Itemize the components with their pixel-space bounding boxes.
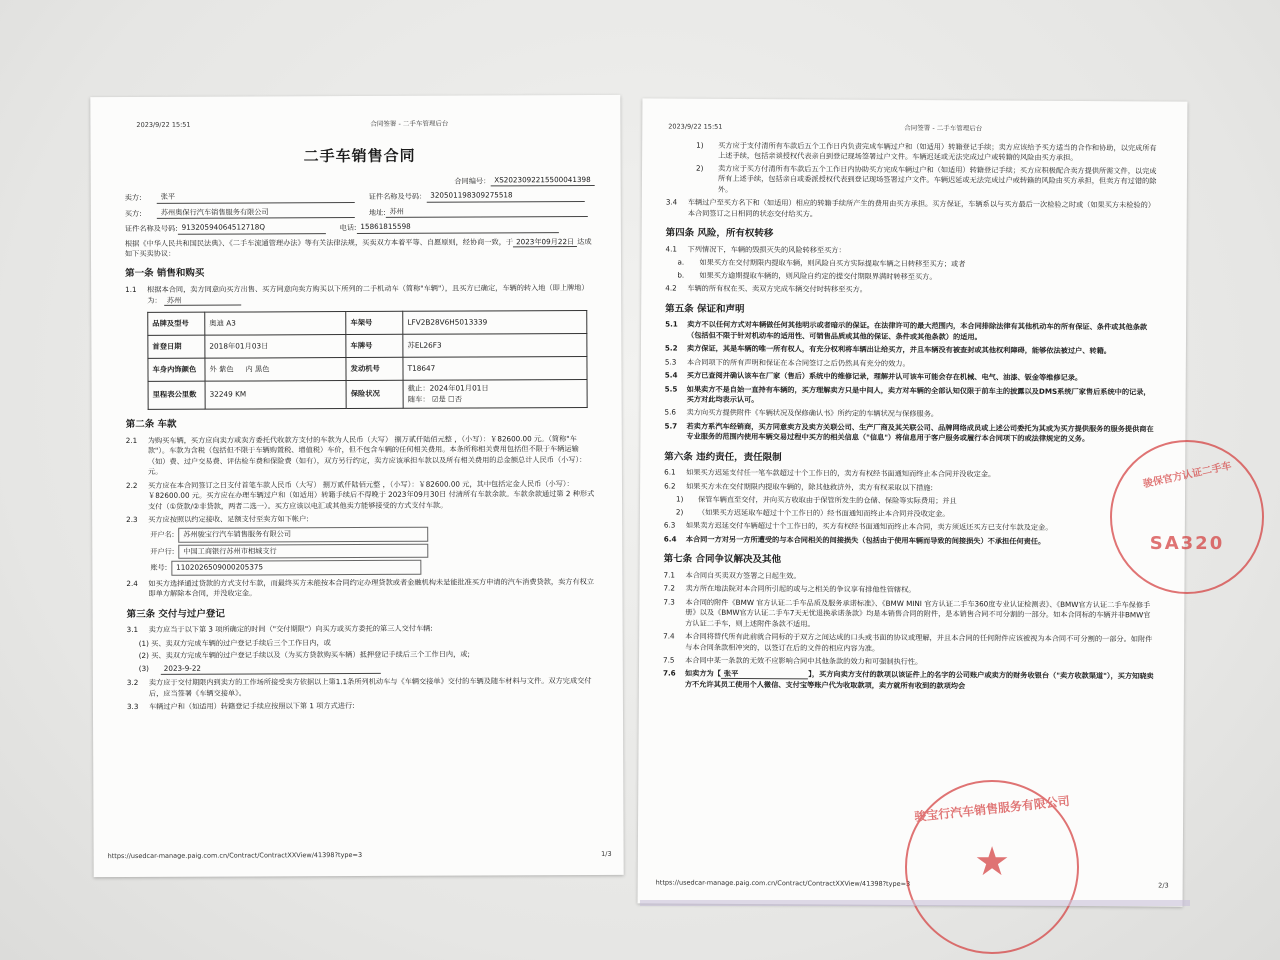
header-time: 2023/9/22 15:51 <box>668 122 723 131</box>
reg-date-value: 2018年01月03日 <box>205 335 346 359</box>
clause-3-3-2: 2) 卖方应于买方付清所有车款后五个工作日内协助买方完成车辆过户和（如适用）转籍登记手续；买方应积极配合卖方提供所需文件，以完成所有上述手续，包括亲自或委派授权代表到登记现场签署过户文件。车辆迟延或无法完成过户或转籍的风险由买方承担，但卖方有过错的除外。 <box>696 163 1157 194</box>
clause-3-1-b: (2) 买、卖双方完成车辆的过户登记手续以及（为买方贷款购买车辆）抵押登记手续后三个工作日内，或; <box>138 649 470 661</box>
account-no-row: 账号: 1102026509000205375 <box>150 559 596 575</box>
brand-label: 品牌及型号 <box>148 312 205 335</box>
article-6-title: 第六条 违约责任，责任限制 <box>664 451 782 463</box>
mileage-value: 32249 KM <box>205 381 346 410</box>
clause-4-2: 4.2 车辆的所有权在买、卖双方完成车辆交付时转移至买方。 <box>665 283 868 294</box>
plate-value: 苏EL26F3 <box>403 334 587 358</box>
contract-no-label: 合同编号： <box>454 176 491 186</box>
clause-6-2-1: 1) 保管车辆直至交付，并向买方收取由于保管所发生的仓储、保险等实际费用；并且 <box>675 494 957 506</box>
clause-7-5: 7.5 本合同中某一条款的无效不应影响合同中其他条款的效力和可强制执行性。 <box>663 655 923 666</box>
contract-no: XS2023092215500041398 <box>490 175 594 187</box>
clause-1-1: 1.1 根据本合同，卖方同意向买方出售、买方同意向卖方购买以下所列的二手机动车（简称"车辆"），且买方已确定，车辆的转入地（即上牌地）为： 苏州 <box>125 283 589 305</box>
clause-2-4: 2.4 如买方选择通过贷款的方式支付车款，而最终买方未能按本合同约定办理贷款或者金融机构未是能批准买方申请的汽车消费贷款，卖方有权立即单方解除本合同，并没收定金。 <box>126 576 595 599</box>
account-bank-row: 开户行: 中国工商银行苏州市相城支行 <box>150 543 596 559</box>
color-interior: 内 黑色 <box>245 364 270 374</box>
phone: 15861815598 <box>356 221 558 233</box>
clause-2-1: 2.1 为购买车辆，买方应向卖方或卖方委托代收款方支付的车款为人民币（大写） 捌万贰仟陆佰元整 ，（小写）：￥82600.00 元。（简称"车款"）。车款为含税（包括但不限于车辆购置税、增值税）车价，但不包含车辆的任何相关费用。本条所称相关费用包括但不限于车辆运输（如）费、过户交易费、评估检车费和保险费（如有），双方另行约定，卖方应该承担车款以及所有相关费用的总金额总计人民币（小写）： 元。 <box>125 433 587 477</box>
header-title: 合同签署 - 二手车管理后台 <box>904 123 983 133</box>
clause-6-4: 6.4 本合同一方对另一方所遭受的与本合同相关的间接损失（包括由于使用车辆而导致的间接损失）不承担任何责任。 <box>663 534 1046 546</box>
paper-edge <box>640 900 1190 906</box>
preamble-date: 2023年09月22日 <box>513 237 577 247</box>
color-label: 车身内饰颜色 <box>148 358 205 381</box>
payee-name: 张平 <box>721 669 808 680</box>
engine-value: T18647 <box>403 357 587 381</box>
article-3-title: 第三条 交付与过户登记 <box>126 608 225 620</box>
certification-seal: 骏保官方认证二手车 SA320 <box>1110 440 1264 594</box>
footer-page: 2/3 <box>1158 881 1169 890</box>
clause-4-1-a: a. 如果买方在交付期限内提取车辆，则风险自买方实际提取车辆之日转移至买方；或者 <box>677 257 966 269</box>
clause-5-1: 5.1 卖方不以任何方式对车辆做任何其他明示或者暗示的保证。在法律许可的最大范围内，本合同排除法律有其他机动车的所有保证、条件或其他条款（包括但不限于针对机动车的适用性、可销售品质或其他的保证、条件或其他条款）的适用。 <box>665 319 1148 342</box>
account-name: 苏州骏宝行汽车销售服务有限公司 <box>178 527 428 543</box>
transfer-city: 苏州 <box>164 295 241 305</box>
insurance-until: 截止：2024年01月01日 <box>407 383 489 393</box>
seller-name: 张平 <box>157 191 355 203</box>
clause-6-2: 6.2 如果买方未在交付期限内提取车辆的，除其他救济外，卖方有权采取以下措施: <box>664 481 933 493</box>
vin-label: 车架号 <box>346 311 403 334</box>
article-2-title: 第二条 车款 <box>125 418 177 431</box>
cert-label: 证件名称及号码: <box>124 223 178 234</box>
address-label: 地址: <box>368 207 386 217</box>
clause-7-1: 7.1 本合同自买卖双方签署之日起生效。 <box>663 570 801 581</box>
clause-5-6: 5.6 卖方向买方提供附件《车辆状况及保修确认书》所约定的车辆状况与保修服务。 <box>664 407 939 419</box>
preamble: 根据《中华人民共和国民法典》、《二手车流通管理办法》等有关法律法规，买卖双方本着平等、自愿原则，经协商一致，于 2023年09月22日 达成如下买卖协议： <box>124 236 592 258</box>
id-number: 320501198309275518 <box>426 190 584 202</box>
id-label: 证件名称及号码： <box>368 191 427 202</box>
footer-url: https://usedcar-manage.paig.com.cn/Contract/ContractXXView/41398?type=3 <box>107 850 363 860</box>
header-time: 2023/9/22 15:51 <box>136 120 191 129</box>
clause-7-6: 7.6 如卖方为【 张平 】，买方向卖方支付的款项以该证件上的名字的公司账户或卖方的财务收银台（"卖方收款渠道"），买方知晓卖方不允许其员工使用个人微信、支付宝等账户代为收取款项，卖方就所有收到的款项均会 <box>662 668 1154 691</box>
article-4-title: 第四条 风险，所有权转移 <box>665 227 774 240</box>
vehicle-table: 品牌及型号 奥迪 A3 车架号 LFV2B28V6H5013339 首登日期 2018年01月03日 车牌号 苏EL26F3 车身内饰颜色 外 紫色 内 黑色 发动机号 T18647 里程表公里数 32249 KM 保险状况 截止：2024年01月01日 随车： ☑是 ☐否 <box>147 310 587 410</box>
clause-5-4: 5.4 买方已查阅并确认该车在厂家（售后）系统中的维修记录，理解并认可该车可能会存在机械、电气、油漆、钣金等维修记录。 <box>664 370 1083 383</box>
seller-label: 卖方: <box>124 193 142 203</box>
buyer-name: 苏州奥保行汽车销售服务有限公司 <box>157 207 355 219</box>
clause-4-1-b: b. 如果买方逾期提取车辆的，则风险自约定的提交付期限界满时转移至买方。 <box>677 270 937 281</box>
clause-6-3: 6.3 如果卖方迟延交付车辆超过十个工作日的，买方有权经书面通知而终止本合同，卖方须返还买方已支付车款及定金。 <box>663 520 1053 533</box>
plate-label: 车牌号 <box>346 334 403 357</box>
account-bank: 中国工商银行苏州市相城支行 <box>178 544 428 560</box>
clause-3-1: 3.1 卖方应当于以下第 3 项所确定的时间（"交付期限"）向买方或买方委托的第三人交付车辆: <box>126 624 433 635</box>
clause-7-3: 7.3 本合同的附件《BMW 官方认证二手车品质及服务承诺标准》、《BMW MINI 官方认证二手车360度专业认证检测表》、《BMW官方认证二手车保修手册》以及《BMW官方认证二手车7天无忧退换承诺条款》均是本销售合同的附件，是本销售合同不可分割的一部分。如本合同标的车辆并非BMW官方认证二手车，则上述附件条款不适用。 <box>663 597 1151 629</box>
checkbox-no: ☐ <box>448 394 455 404</box>
vin-value: LFV2B28V6H5013339 <box>403 311 587 335</box>
phone-label: 电话: <box>339 223 357 233</box>
footer-page: 1/3 <box>601 849 612 858</box>
clause-5-7: 5.7 若卖方系汽车经销商，买方同意卖方及卖方关联公司、生产厂商及其关联公司、品牌网络成员或上述公司委托为其或为买方提供服务的服务提供商在专业服务的范围内使用车辆交易过程中买方的相关信息（"信息"）将信息用于客户服务或履行本合同项下的或法律规定的义务。 <box>664 421 1154 444</box>
mileage-label: 里程表公里数 <box>148 381 205 409</box>
clause-7-4: 7.4 本合同将替代所有此前就合同标的于双方之间达成的口头或书面的协议或理解，并且本合同的任何附件应该被视为本合同不可分割的一部分。如附件与本合同条款相冲突的，以签订在后的文件的相应内容为准。 <box>663 631 1153 653</box>
contract-page-2 <box>638 98 1188 906</box>
clause-5-3: 5.3 本合同项下的所有声明和保证在本合同签订之后仍然具有充分的效力。 <box>664 357 910 368</box>
account-number: 1102026509000205375 <box>171 560 421 576</box>
contract-page-1 <box>90 95 623 877</box>
cert-number: 91320594064512718Q <box>178 222 326 234</box>
clause-2-3: 2.3 买方应按照以约定接收、足额支付至卖方如下帐户: <box>126 514 309 525</box>
clause-5-2: 5.2 卖方保证，其是车辆的唯一所有权人，有充分权利将车辆出让给买方，并且车辆没有被查封或其他权利障碍，能够依法被过户、转籍。 <box>664 343 1112 356</box>
checkbox-yes: ☑ <box>431 394 439 404</box>
buyer-label: 买方: <box>124 208 142 218</box>
clause-3-3-1: 1) 买方应于支付清所有车款后五个工作日内负责完成车辆过户和（如适用）转籍登记手续；卖方应该给予买方适当的合作和协助，以完成所有上述手续，包括亲谈授权代表亲自到登记现场签署过户文件。车辆迟延或无法完成过户或转籍的风险由买方承担。 <box>696 140 1157 163</box>
clause-3-4: 3.4 车辆过户至买方名下和（如适用）相应的转籍手续所产生的费用由买方承担。买方保证，车辆系以与买方最后一次检验之时或（如果买方未检验的）本合同签订之日相同的状态交付给买方。 <box>665 197 1156 219</box>
engine-label: 发动机号 <box>346 357 403 380</box>
clause-3-1-a: (1) 买、卖双方完成车辆的过户登记手续后三个工作日内，或 <box>138 637 331 648</box>
account-name-row: 开户名: 苏州骏宝行汽车销售服务有限公司 <box>150 526 596 542</box>
insurance-label: 保险状况 <box>346 380 403 408</box>
clause-5-5: 5.5 如果卖方不是自始一直持有车辆的，买方理解卖方只是中间人，卖方对车辆的全部认知仅限于前车主的披露以及DMS系统厂家售后系统中的记录，买方对此均表示认可。 <box>664 384 1151 405</box>
clause-7-2: 7.2 卖方所在地法院对本合同所引起的或与之相关的争议享有排他性管辖权。 <box>663 583 916 595</box>
article-7-title: 第七条 合同争议解决及其他 <box>663 553 781 566</box>
clause-3-1-c: (3) 2023-9-22 <box>139 662 597 675</box>
clause-4-1: 4.1 下列情况下，车辆的毁损灭失的风险转移至买方： <box>665 244 846 255</box>
reg-date-label: 首登日期 <box>148 335 205 358</box>
clause-6-2-2: 2) （如果买方迟延取车超过十个工作日的）经书面通知而终止本合同并没收定金。 <box>675 507 950 519</box>
seal-star-icon: ★ <box>974 839 1010 885</box>
article-1-title: 第一条 销售和购买 <box>125 268 205 280</box>
clause-3-3: 3.3 车辆过户和（如适用）转籍登记手续应按照以下第 1 项方式进行: <box>126 701 355 712</box>
header-title: 合同签署 - 二手车管理后台 <box>370 119 449 128</box>
footer-url: https://usedcar-manage.paig.com.cn/Contract/ContractXXView/41398?type=3 <box>655 878 911 888</box>
company-seal: 骏宝行汽车销售服务有限公司 ★ <box>905 780 1079 954</box>
contract-title: 二手车销售合同 <box>303 146 416 166</box>
address: 苏州 <box>386 206 588 218</box>
clause-2-2: 2.2 买方应在本合同签订之日支付首笔车款人民币（大写） 捌万贰仟陆佰元整 ，（小写）：￥82600.00 元，其中包括定金人民币（小写）：￥82600.00 元。买方应在办理车辆过户和（如适用）转籍手续后不得晚于 2023年09月30日 付清所有车款余款。车款余款通过第 2 种形式支付（①贷款/②非贷款，两者二选一）。买方应该以电汇或其他卖方能够接受的方式支付车款。 <box>125 478 595 511</box>
color-exterior: 外 紫色 <box>209 364 234 374</box>
brand-value: 奥迪 A3 <box>205 312 346 336</box>
clause-6-1: 6.1 如果买方迟延支付任一笔车款超过十个工作日的，卖方有权经书面通知而终止本合同并没收定金。 <box>664 467 996 479</box>
article-5-title: 第五条 保证和声明 <box>665 303 745 315</box>
clause-3-2: 3.2 卖方应于交付期限内到卖方的工作场所接受卖方依据以上第1.1条所列机动车与《车辆交接单》交付的车辆及随车材料与文件。双方完成交付后，应当签署《车辆交接单》。 <box>126 676 592 698</box>
